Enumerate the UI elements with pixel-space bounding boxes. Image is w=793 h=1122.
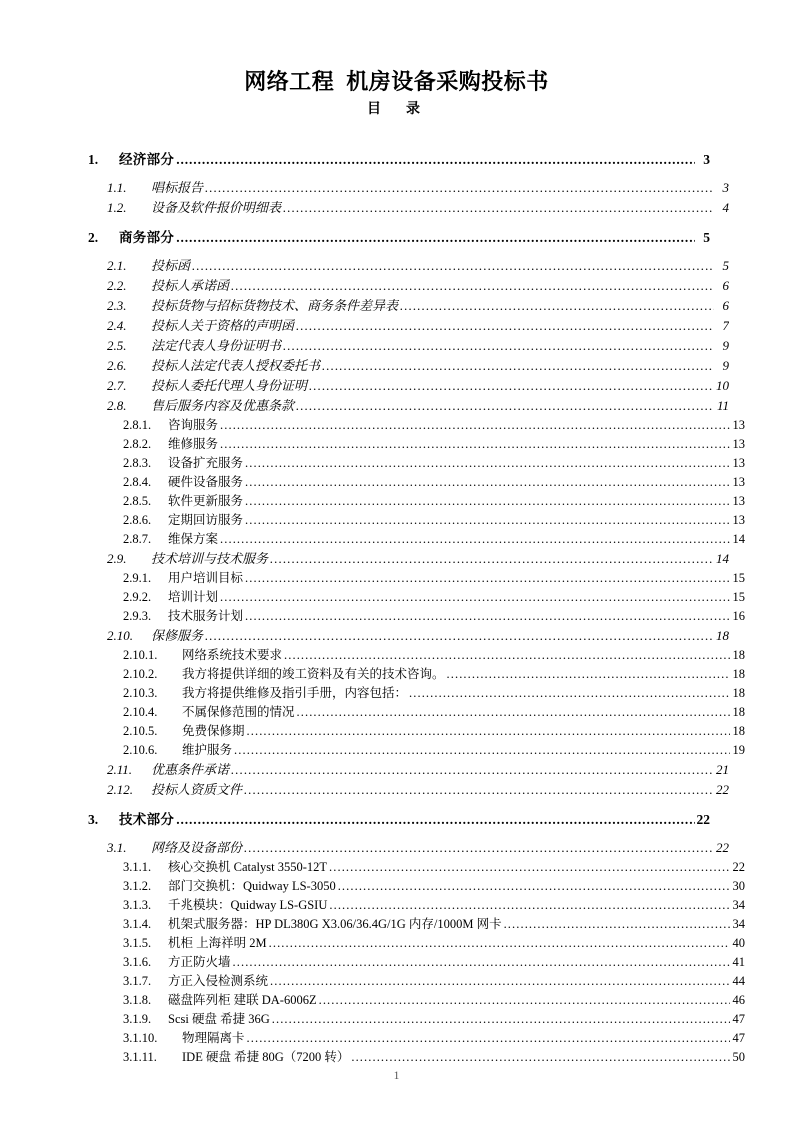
toc-leader-dots [309, 376, 714, 396]
page-title: 网络工程 机房设备采购投标书 [244, 69, 549, 94]
toc-leader-dots [283, 336, 714, 356]
toc-entry-label: 机柜 上海祥明 2M [168, 936, 267, 950]
toc-entry-number: 3.1.3. [123, 898, 152, 912]
toc-entry-label: 方正防火墙 [168, 955, 231, 969]
toc-entry-number: 3.1.1. [123, 860, 152, 874]
toc-entry-number: 2.8.7. [123, 532, 152, 546]
toc-entry-page-number: 14 [732, 532, 745, 546]
toc-entry-label: 维修服务 [168, 437, 219, 451]
toc-entry[interactable] [88, 915, 745, 934]
toc-entry-label: 网络系统技术要求 [182, 648, 283, 662]
toc-leader-dots [192, 256, 714, 276]
toc-entry-page-number: 22 [732, 860, 745, 874]
toc-entry-number: 1.2. [107, 200, 127, 215]
toc-entry-number: 3.1.6. [123, 955, 152, 969]
toc-entry-page-number: 47 [732, 1031, 745, 1045]
toc-leader-dots [284, 646, 730, 665]
toc-entry-number: 2.10.4. [123, 705, 158, 719]
toc-entry-page-number: 13 [732, 437, 745, 451]
toc-entry-label: 投标人法定代表人授权委托书 [151, 358, 321, 373]
toc-leader-dots [351, 1048, 730, 1067]
toc-entry-label: 投标人委托代理人身份证明 [151, 378, 308, 393]
toc-entry-number: 2.10. [107, 628, 133, 643]
toc-entry-page-number: 16 [732, 609, 745, 623]
toc-entry[interactable] [88, 838, 729, 858]
toc-entry-label: 商务部分 [119, 230, 175, 245]
toc-entry-page-number: 15 [732, 590, 745, 604]
toc-entry[interactable] [88, 336, 729, 356]
toc-entry[interactable] [88, 549, 729, 569]
toc-entry-page-number: 13 [732, 456, 745, 470]
toc-entry[interactable] [88, 229, 710, 247]
toc-entry-label: 咨询服务 [168, 418, 219, 432]
toc-entry-number: 2.4. [107, 318, 127, 333]
toc-entry-page-number: 50 [732, 1050, 745, 1064]
toc-leader-dots [220, 416, 730, 435]
toc-entry-page-number: 10 [716, 378, 729, 393]
toc-entry-label: 投标人承诺函 [151, 278, 230, 293]
toc-entry-number: 2.11. [107, 762, 133, 777]
toc-entry[interactable] [88, 396, 729, 416]
toc-entry-number: 3.1.8. [123, 993, 152, 1007]
toc-entry[interactable] [88, 665, 745, 684]
toc-entry-label: 用户培训目标 [168, 571, 244, 585]
toc-entry-label: 我方将提供维修及指引手册，内容包括： [182, 686, 408, 700]
toc-leader-dots [220, 435, 730, 454]
table-of-contents [88, 140, 745, 1067]
toc-entry-label: IDE 硬盘 希捷 80G（7200 转） [182, 1050, 350, 1064]
toc-entry[interactable] [88, 492, 745, 511]
toc-entry-label: 设备扩充服务 [168, 456, 244, 470]
toc-entry-page-number: 46 [732, 993, 745, 1007]
toc-leader-dots [231, 760, 714, 780]
toc-entry[interactable] [88, 296, 729, 316]
toc-leader-dots [205, 178, 714, 198]
toc-entry-number: 2.9. [107, 551, 127, 566]
toc-entry[interactable] [88, 722, 745, 741]
toc-leader-dots [231, 276, 714, 296]
toc-entry-label: 定期回访服务 [168, 513, 244, 527]
toc-leader-dots [220, 588, 730, 607]
toc-entry[interactable] [88, 780, 729, 800]
toc-leader-dots [247, 1029, 730, 1048]
toc-entry-label: 投标人资质文件 [151, 782, 243, 797]
toc-entry-page-number: 15 [732, 571, 745, 585]
toc-entry-number: 3.1.2. [123, 879, 152, 893]
toc-entry-number: 2.8.3. [123, 456, 152, 470]
toc-entry-number: 2.10.1. [123, 648, 158, 662]
toc-entry-label: Scsi 硬盘 希捷 36G [168, 1012, 270, 1026]
toc-entry-number: 2.7. [107, 378, 127, 393]
toc-entry-page-number: 34 [732, 917, 745, 931]
toc-entry[interactable] [88, 356, 729, 376]
toc-entry-page-number: 21 [716, 762, 729, 777]
toc-entry[interactable] [88, 569, 745, 588]
toc-entry-page-number: 18 [732, 648, 745, 662]
toc-entry-label: 物理隔离卡 [182, 1031, 245, 1045]
toc-entry-number: 2.10.6. [123, 743, 158, 757]
toc-entry-number: 3.1. [107, 840, 127, 855]
toc-entry[interactable] [88, 256, 729, 276]
toc-leader-dots [176, 811, 695, 829]
toc-entry[interactable] [88, 530, 745, 549]
toc-entry[interactable] [88, 316, 729, 336]
toc-entry-label: 核心交换机 Catalyst 3550-12T [168, 860, 328, 874]
toc-entry-label: 培训计划 [168, 590, 219, 604]
table-of-contents-heading: 目 录 [367, 101, 426, 117]
toc-entry-label: 投标函 [151, 258, 191, 273]
toc-entry-label: 千兆模块：Quidway LS-GSIU [168, 898, 328, 912]
toc-entry-page-number: 4 [722, 200, 729, 215]
toc-leader-dots [447, 665, 730, 684]
toc-entry[interactable] [88, 511, 745, 530]
toc-entry-page-number: 18 [732, 667, 745, 681]
toc-leader-dots [319, 991, 730, 1010]
toc-entry-page-number: 3 [722, 180, 729, 195]
toc-entry[interactable] [88, 454, 745, 473]
toc-entry-page-number: 18 [732, 686, 745, 700]
toc-entry-label: 售后服务内容及优惠条款 [151, 398, 295, 413]
toc-entry-number: 2.8.2. [123, 437, 152, 451]
toc-entry-page-number: 9 [722, 338, 729, 353]
toc-entry[interactable] [88, 151, 710, 169]
toc-entry-page-number: 13 [732, 513, 745, 527]
toc-entry-number: 2.10.2. [123, 667, 158, 681]
toc-entry-page-number: 11 [716, 398, 729, 413]
toc-entry[interactable] [88, 896, 745, 915]
toc-entry-label: 优惠条件承诺 [151, 762, 230, 777]
toc-entry-page-number: 7 [722, 318, 729, 333]
toc-leader-dots [245, 569, 730, 588]
title-block [0, 68, 793, 118]
toc-entry-page-number: 22 [696, 812, 710, 827]
toc-entry[interactable] [88, 741, 745, 760]
toc-leader-dots [233, 953, 730, 972]
toc-entry-page-number: 22 [716, 840, 729, 855]
toc-entry-label: 经济部分 [119, 152, 175, 167]
toc-entry[interactable] [88, 953, 745, 972]
toc-entry[interactable] [88, 1010, 745, 1029]
toc-entry-number: 3.1.10. [123, 1031, 158, 1045]
toc-entry-number: 3.1.4. [123, 917, 152, 931]
footer-page-number: 1 [393, 1070, 400, 1082]
toc-entry-label: 网络及设备部份 [151, 840, 243, 855]
toc-entry-label: 唱标报告 [151, 180, 204, 195]
toc-entry-number: 2.5. [107, 338, 127, 353]
toc-entry-label: 硬件设备服务 [168, 475, 244, 489]
toc-entry-number: 1.1. [107, 180, 127, 195]
toc-entry-page-number: 44 [732, 974, 745, 988]
toc-entry[interactable] [88, 703, 745, 722]
toc-leader-dots [269, 934, 730, 953]
toc-entry-page-number: 13 [732, 475, 745, 489]
toc-leader-dots [245, 511, 730, 530]
toc-leader-dots [245, 607, 730, 626]
toc-entry-number: 2.10.3. [123, 686, 158, 700]
toc-entry-number: 2.2. [107, 278, 127, 293]
toc-entry[interactable] [88, 972, 745, 991]
toc-entry-number: 2.8.4. [123, 475, 152, 489]
toc-entry[interactable] [88, 416, 745, 435]
toc-leader-dots [245, 492, 730, 511]
toc-leader-dots [245, 454, 730, 473]
toc-leader-dots [247, 722, 730, 741]
toc-entry-number: 2.8.5. [123, 494, 152, 508]
toc-leader-dots [270, 549, 714, 569]
toc-entry-label: 免费保修期 [182, 724, 245, 738]
toc-entry-page-number: 40 [732, 936, 745, 950]
toc-leader-dots [205, 626, 714, 646]
toc-entry-page-number: 5 [703, 230, 710, 245]
toc-leader-dots [272, 1010, 730, 1029]
toc-entry-page-number: 5 [722, 258, 729, 273]
toc-entry-number: 3.1.5. [123, 936, 152, 950]
toc-entry-page-number: 6 [722, 298, 729, 313]
toc-leader-dots [297, 703, 730, 722]
toc-leader-dots [283, 198, 714, 218]
page-footer [0, 1070, 793, 1082]
toc-entry-number: 2.1. [107, 258, 127, 273]
toc-leader-dots [220, 530, 730, 549]
toc-leader-dots [244, 780, 714, 800]
toc-leader-dots [296, 396, 714, 416]
toc-entry-label: 机架式服务器：HP DL380G X3.06/36.4G/1G 内存/1000M 网卡 [168, 917, 502, 931]
toc-leader-dots [400, 296, 714, 316]
toc-entry-number: 3.1.11. [123, 1050, 157, 1064]
toc-entry[interactable] [88, 198, 729, 218]
toc-entry-number: 2.12. [107, 782, 133, 797]
toc-entry-page-number: 34 [732, 898, 745, 912]
toc-entry-label: 部门交换机：Quidway LS-3050 [168, 879, 336, 893]
toc-entry-number: 2.8.6. [123, 513, 152, 527]
toc-leader-dots [338, 877, 730, 896]
toc-entry-page-number: 13 [732, 494, 745, 508]
toc-entry-number: 3.1.7. [123, 974, 152, 988]
toc-entry[interactable] [88, 934, 745, 953]
toc-entry-page-number: 14 [716, 551, 729, 566]
toc-entry-page-number: 13 [732, 418, 745, 432]
toc-entry-number: 2.9.3. [123, 609, 152, 623]
toc-entry[interactable] [88, 858, 745, 877]
toc-entry-page-number: 19 [732, 743, 745, 757]
toc-leader-dots [329, 858, 730, 877]
toc-entry[interactable] [88, 646, 745, 665]
toc-entry[interactable] [88, 607, 745, 626]
toc-entry-label: 我方将提供详细的竣工资料及有关的技术咨询。 [182, 667, 445, 681]
toc-leader-dots [234, 741, 730, 760]
toc-entry-label: 投标货物与招标货物技术、商务条件差异表 [151, 298, 399, 313]
toc-entry-page-number: 3 [703, 152, 710, 167]
toc-entry-label: 方正入侵检测系统 [168, 974, 269, 988]
toc-entry-number: 2.8.1. [123, 418, 152, 432]
toc-entry[interactable] [88, 376, 729, 396]
toc-entry-number: 2.10.5. [123, 724, 158, 738]
toc-entry[interactable] [88, 1048, 745, 1067]
toc-entry-number: 3. [88, 812, 99, 827]
toc-entry-page-number: 30 [732, 879, 745, 893]
toc-entry[interactable] [88, 178, 729, 198]
toc-entry-label: 保修服务 [151, 628, 204, 643]
toc-entry-number: 2.6. [107, 358, 127, 373]
toc-entry-number: 1. [88, 152, 99, 167]
toc-leader-dots [245, 473, 730, 492]
toc-entry-page-number: 47 [732, 1012, 745, 1026]
toc-entry-page-number: 41 [732, 955, 745, 969]
toc-entry[interactable] [88, 588, 745, 607]
toc-entry-label: 技术服务计划 [168, 609, 244, 623]
toc-leader-dots [296, 316, 714, 336]
toc-entry-number: 2.3. [107, 298, 127, 313]
toc-entry-label: 磁盘阵列柜 建联 DA-6006Z [168, 993, 317, 1007]
toc-entry-label: 技术培训与技术服务 [151, 551, 269, 566]
toc-entry-page-number: 22 [716, 782, 729, 797]
toc-leader-dots [244, 838, 714, 858]
toc-entry-label: 维护服务 [182, 743, 233, 757]
toc-entry-label: 法定代表人身份证明书 [151, 338, 282, 353]
toc-entry[interactable] [88, 991, 745, 1010]
toc-entry-page-number: 9 [722, 358, 729, 373]
toc-entry-page-number: 18 [716, 628, 729, 643]
toc-entry-page-number: 6 [722, 278, 729, 293]
toc-entry[interactable] [88, 1029, 745, 1048]
toc-entry[interactable] [88, 811, 710, 829]
toc-entry[interactable] [88, 473, 745, 492]
toc-entry[interactable] [88, 684, 745, 703]
toc-leader-dots [270, 972, 730, 991]
toc-entry[interactable] [88, 276, 729, 296]
toc-leader-dots [176, 229, 695, 247]
toc-entry[interactable] [88, 760, 729, 780]
toc-leader-dots [409, 684, 730, 703]
toc-entry-number: 2. [88, 230, 99, 245]
toc-entry-label: 不属保修范围的情况 [182, 705, 295, 719]
toc-entry-number: 2.9.2. [123, 590, 152, 604]
toc-leader-dots [322, 356, 714, 376]
toc-entry[interactable] [88, 877, 745, 896]
toc-leader-dots [329, 896, 730, 915]
toc-entry-number: 2.8. [107, 398, 127, 413]
toc-entry-page-number: 18 [732, 724, 745, 738]
toc-entry-label: 维保方案 [168, 532, 219, 546]
toc-entry[interactable] [88, 435, 745, 454]
toc-leader-dots [176, 151, 695, 169]
toc-entry-label: 软件更新服务 [168, 494, 244, 508]
toc-entry-label: 投标人关于资格的声明函 [151, 318, 295, 333]
toc-entry-number: 2.9.1. [123, 571, 152, 585]
toc-entry[interactable] [88, 626, 729, 646]
toc-leader-dots [504, 915, 730, 934]
toc-entry-label: 技术部分 [119, 812, 175, 827]
toc-entry-label: 设备及软件报价明细表 [151, 200, 282, 215]
toc-entry-page-number: 18 [732, 705, 745, 719]
toc-entry-number: 3.1.9. [123, 1012, 152, 1026]
